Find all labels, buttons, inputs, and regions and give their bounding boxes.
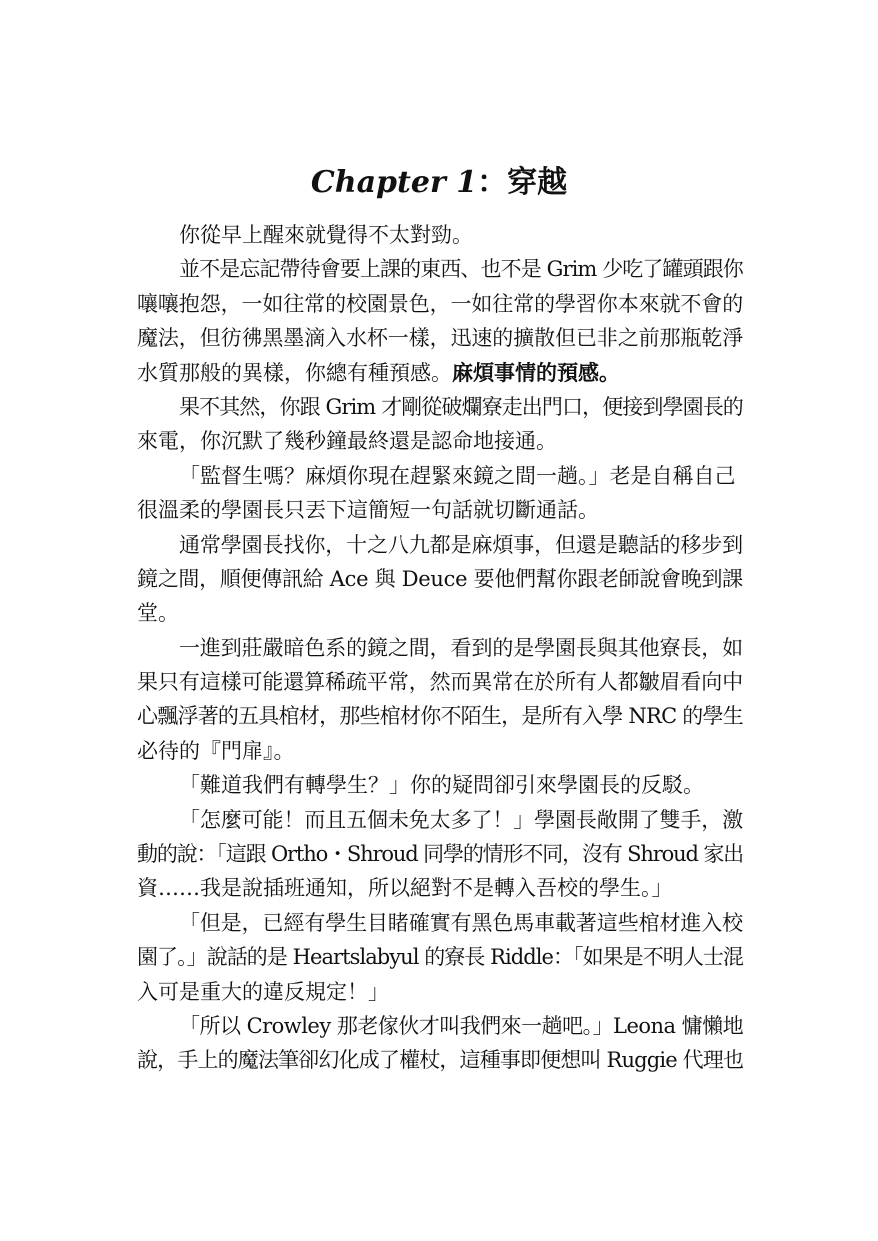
text-line: 一進到莊嚴暗色系的鏡之間，看到的是學園長與其他寮長，如 xyxy=(179,635,744,660)
text-line: 「但是，已經有學生目睹確實有黑色馬車載著這些棺材進入校 xyxy=(179,910,744,935)
text-line: 「所以 Crowley 那老傢伙才叫我們來一趟吧。」Leona 慵懶地 xyxy=(179,1013,744,1038)
text-line: 「監督生嗎？麻煩你現在趕緊來鏡之間一趟。」老是自稱自己 xyxy=(179,463,736,488)
chapter-name: 穿越 xyxy=(507,165,568,200)
chapter-body xyxy=(137,218,743,1078)
text-line: 果不其然，你跟 Grim 才剛從破爛寮走出門口，便接到學園長的 xyxy=(179,394,743,419)
chapter-separator: ： xyxy=(477,165,508,200)
text-line: 嚷嚷抱怨，一如往常的校園景色，一如往常的學習你本來就不會的 xyxy=(137,291,744,316)
text-line: 入可是重大的違反規定！」 xyxy=(137,979,389,1004)
text-line: 果只有這樣可能還算稀疏平常，然而異常在於所有人都皺眉看向中 xyxy=(137,670,744,695)
text-line: 「難道我們有轉學生？」你的疑問卻引來學園長的反駁。 xyxy=(179,773,704,798)
text-line: 心飄浮著的五具棺材，那些棺材你不陌生，是所有入學 NRC 的學生 xyxy=(137,704,743,729)
text-line: 資……我是說插班通知，所以絕對不是轉入吾校的學生。」 xyxy=(137,876,673,901)
chapter-title xyxy=(0,158,878,208)
text-line: 並不是忘記帶待會要上課的東西、也不是 Grim 少吃了罐頭跟你 xyxy=(179,257,743,282)
text-line: 堂。 xyxy=(137,601,179,626)
text-segment: 水質那般的異樣，你總有種預感。 xyxy=(137,360,452,385)
text-line: 園了。」說話的是 Heartslabyul 的寮長 Riddle：「如果是不明人士混 xyxy=(137,945,743,970)
text-line: 來電，你沉默了幾秒鐘最終還是認命地接通。 xyxy=(137,429,557,454)
text-line xyxy=(137,356,743,390)
text-line: 必待的『門扉』。 xyxy=(137,738,295,763)
text-line: 魔法，但彷彿黑墨滴入水杯一樣，迅速的擴散但已非之前那瓶乾淨 xyxy=(137,326,744,351)
bold-phrase: 麻煩事情的預感。 xyxy=(452,359,620,385)
text-line: 你從早上醒來就覺得不太對勁。 xyxy=(179,223,473,247)
text-line: 很溫柔的學園長只丟下這簡短一句話就切斷通話。 xyxy=(137,498,599,523)
text-line: 通常學園長找你，十之八九都是麻煩事，但還是聽話的移步到 xyxy=(179,532,744,557)
text-line: 說，手上的魔法筆卻幻化成了權杖，這種事即便想叫 Ruggie 代理也 xyxy=(137,1048,744,1073)
text-line: 動的說：「這跟 Ortho・Shroud 同學的情形不同，沒有 Shroud 家出 xyxy=(137,842,744,867)
text-line: 鏡之間，順便傳訊給 Ace 與 Deuce 要他們幫你跟老師說會晚到課 xyxy=(137,566,743,591)
text-line: 「怎麼可能！而且五個未免太多了！」學園長敞開了雙手，激 xyxy=(179,807,744,832)
chapter-number: Chapter 1 xyxy=(310,165,478,200)
